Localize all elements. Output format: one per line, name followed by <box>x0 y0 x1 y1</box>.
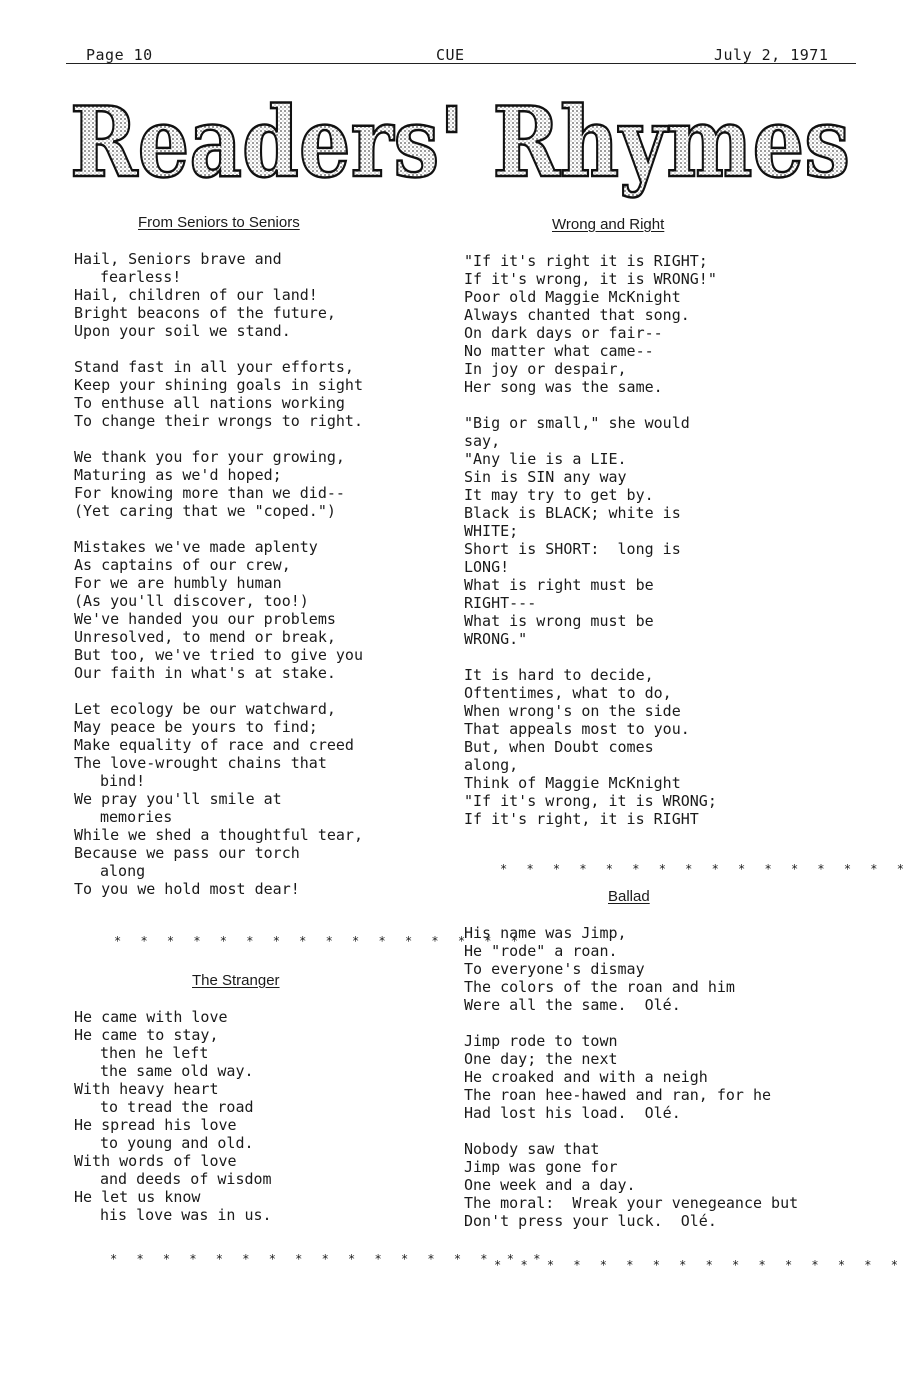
poem-line: Hail, Seniors brave and <box>74 250 282 268</box>
poem-line: If it's right, it is RIGHT <box>464 810 699 828</box>
star-separator: * * * * * * * * * * * * * * * * <box>494 1258 904 1272</box>
stanza <box>464 252 864 396</box>
poem-line: With heavy heart <box>74 1080 219 1098</box>
poem-line: Short is SHORT: long is <box>464 540 681 558</box>
stanza <box>464 1140 864 1230</box>
poem-line: We've handed you our problems <box>74 610 336 628</box>
spacer <box>74 950 434 972</box>
poem-line: As captains of our crew, <box>74 556 291 574</box>
poem-line: Always chanted that song. <box>464 306 690 324</box>
stanza <box>464 924 864 1014</box>
poem-line: To enthuse all nations working <box>74 394 345 412</box>
poem-line: the same old way. <box>100 1062 254 1080</box>
poem-line: bind! <box>100 772 146 790</box>
poem-line: RIGHT--- <box>464 594 537 612</box>
poem-line: With words of love <box>74 1152 237 1170</box>
spacer <box>464 828 864 860</box>
spacer <box>464 1230 864 1256</box>
poem-line: No matter what came-- <box>464 342 654 360</box>
poem-line: along <box>100 862 146 880</box>
poem-line: What is right must be <box>464 576 654 594</box>
poem-line: The colors of the roan and him <box>464 978 735 996</box>
poem-line: Our faith in what's at stake. <box>74 664 336 682</box>
poem-line: He croaked and with a neigh <box>464 1068 708 1086</box>
poem-line: What is wrong must be <box>464 612 654 630</box>
poem-line: The roan hee-hawed and ran, for he <box>464 1086 772 1104</box>
poem-line: Hail, children of our land! <box>74 286 318 304</box>
poem-line: He spread his love <box>74 1116 237 1134</box>
poem-line: The moral: Wreak your venegeance but <box>464 1194 799 1212</box>
stanza <box>74 700 434 898</box>
poem-line: Think of Maggie McKnight <box>464 774 681 792</box>
poem-title: Wrong and Right <box>552 216 665 233</box>
poem-title: Ballad <box>608 888 650 905</box>
poem-line: For we are humbly human <box>74 574 282 592</box>
poem-line: But, when Doubt comes <box>464 738 654 756</box>
poem-body <box>464 252 864 828</box>
poem-line: Oftentimes, what to do, <box>464 684 672 702</box>
poem-line: His name was Jimp, <box>464 924 627 942</box>
stanza <box>464 1032 864 1122</box>
poem-line: We pray you'll smile at <box>74 790 282 808</box>
poem-line: "Any lie is a LIE. <box>464 450 627 468</box>
poem-body <box>74 250 434 898</box>
star-separator: * * * * * * * * * * * * * * * * <box>500 862 910 876</box>
poem-line: Had lost his load. Olé. <box>464 1104 681 1122</box>
right-column <box>464 216 910 1274</box>
poem-line: Sin is SIN any way <box>464 468 627 486</box>
poem-line: to tread the road <box>100 1098 254 1116</box>
publication-name: CUE <box>436 46 465 64</box>
poem-line: Make equality of race and creed <box>74 736 354 754</box>
poem-line: Unresolved, to mend or break, <box>74 628 336 646</box>
poem-line: WHITE; <box>464 522 519 540</box>
issue-date: July 2, 1971 <box>714 46 829 64</box>
poem-from-seniors-to-seniors <box>74 214 434 898</box>
poem-line: Because we pass our torch <box>74 844 300 862</box>
poem-line: Don't press your luck. Olé. <box>464 1212 717 1230</box>
poem-line: To everyone's dismay <box>464 960 645 978</box>
poem-line: That appeals most to you. <box>464 720 690 738</box>
poem-line: It may try to get by. <box>464 486 654 504</box>
poem-line: While we shed a thoughtful tear, <box>74 826 363 844</box>
stanza <box>74 538 434 682</box>
poem-ballad <box>464 888 864 1230</box>
poem-line: Her song was the same. <box>464 378 663 396</box>
poem-line: May peace be yours to find; <box>74 718 318 736</box>
header-rule <box>66 63 856 64</box>
poem-line: Keep your shining goals in sight <box>74 376 363 394</box>
poem-line: "Big or small," she would <box>464 414 690 432</box>
poem-line: To you we hold most dear! <box>74 880 300 898</box>
banner-title-text: Readers' Rhymes <box>70 86 850 199</box>
poem-line: Stand fast in all your efforts, <box>74 358 354 376</box>
poem-line: LONG! <box>464 558 510 576</box>
poem-line: "If it's right it is RIGHT; <box>464 252 708 270</box>
poem-line: He "rode" a roan. <box>464 942 618 960</box>
poem-line: "If it's wrong, it is WRONG; <box>464 792 717 810</box>
poem-line: say, <box>464 432 501 450</box>
banner-title <box>60 78 860 208</box>
poem-line: WRONG." <box>464 630 528 648</box>
poem-wrong-and-right <box>464 216 864 828</box>
poem-line: Upon your soil we stand. <box>74 322 291 340</box>
spacer <box>74 1224 434 1250</box>
stanza <box>464 666 864 828</box>
stanza <box>74 250 434 340</box>
poem-line: One week and a day. <box>464 1176 636 1194</box>
poem-title: The Stranger <box>192 972 280 989</box>
poem-line: He let us know <box>74 1188 201 1206</box>
poem-line: The love-wrought chains that <box>74 754 327 772</box>
poem-title: From Seniors to Seniors <box>138 214 300 231</box>
poem-line: and deeds of wisdom <box>100 1170 272 1188</box>
poem-line: Mistakes we've made aplenty <box>74 538 318 556</box>
poem-line: If it's wrong, it is WRONG!" <box>464 270 717 288</box>
poem-line: Let ecology be our watchward, <box>74 700 336 718</box>
poem-body <box>74 1008 434 1224</box>
stanza <box>74 1008 434 1224</box>
poem-line: Nobody saw that <box>464 1140 600 1158</box>
poem-line: (Yet caring that we "coped.") <box>74 502 336 520</box>
poem-line: One day; the next <box>464 1050 618 1068</box>
poem-line: along, <box>464 756 519 774</box>
page-number: Page 10 <box>86 46 153 64</box>
poem-line: To change their wrongs to right. <box>74 412 363 430</box>
poem-line: fearless! <box>100 268 182 286</box>
poem-line: We thank you for your growing, <box>74 448 345 466</box>
poem-line: When wrong's on the side <box>464 702 681 720</box>
poem-line: In joy or despair, <box>464 360 627 378</box>
poem-line: Bright beacons of the future, <box>74 304 336 322</box>
poem-line: For knowing more than we did-- <box>74 484 345 502</box>
poem-line: On dark days or fair-- <box>464 324 663 342</box>
poem-line: then he left <box>100 1044 209 1062</box>
poem-line: It is hard to decide, <box>464 666 654 684</box>
poem-line: He came with love <box>74 1008 228 1026</box>
poem-line: Poor old Maggie McKnight <box>464 288 681 306</box>
spacer <box>464 878 864 888</box>
poem-line: He came to stay, <box>74 1026 219 1044</box>
stanza <box>74 448 434 520</box>
stanza <box>464 414 864 648</box>
star-separator: * * * * * * * * * * * * * * * * * <box>110 1252 547 1266</box>
poem-line: Were all the same. Olé. <box>464 996 681 1014</box>
poem-the-stranger <box>74 972 434 1224</box>
star-separator: * * * * * * * * * * * * * * * * <box>114 934 524 948</box>
poem-line: Black is BLACK; white is <box>464 504 681 522</box>
poem-line: But too, we've tried to give you <box>74 646 363 664</box>
poem-line: Maturing as we'd hoped; <box>74 466 282 484</box>
poem-line: (As you'll discover, too!) <box>74 592 309 610</box>
poem-line: his love was in us. <box>100 1206 272 1224</box>
poem-line: Jimp was gone for <box>464 1158 618 1176</box>
poem-line: memories <box>100 808 173 826</box>
poem-body <box>464 924 864 1230</box>
poem-line: Jimp rode to town <box>464 1032 618 1050</box>
stanza <box>74 358 434 430</box>
poem-line: to young and old. <box>100 1134 254 1152</box>
spacer <box>74 898 434 932</box>
